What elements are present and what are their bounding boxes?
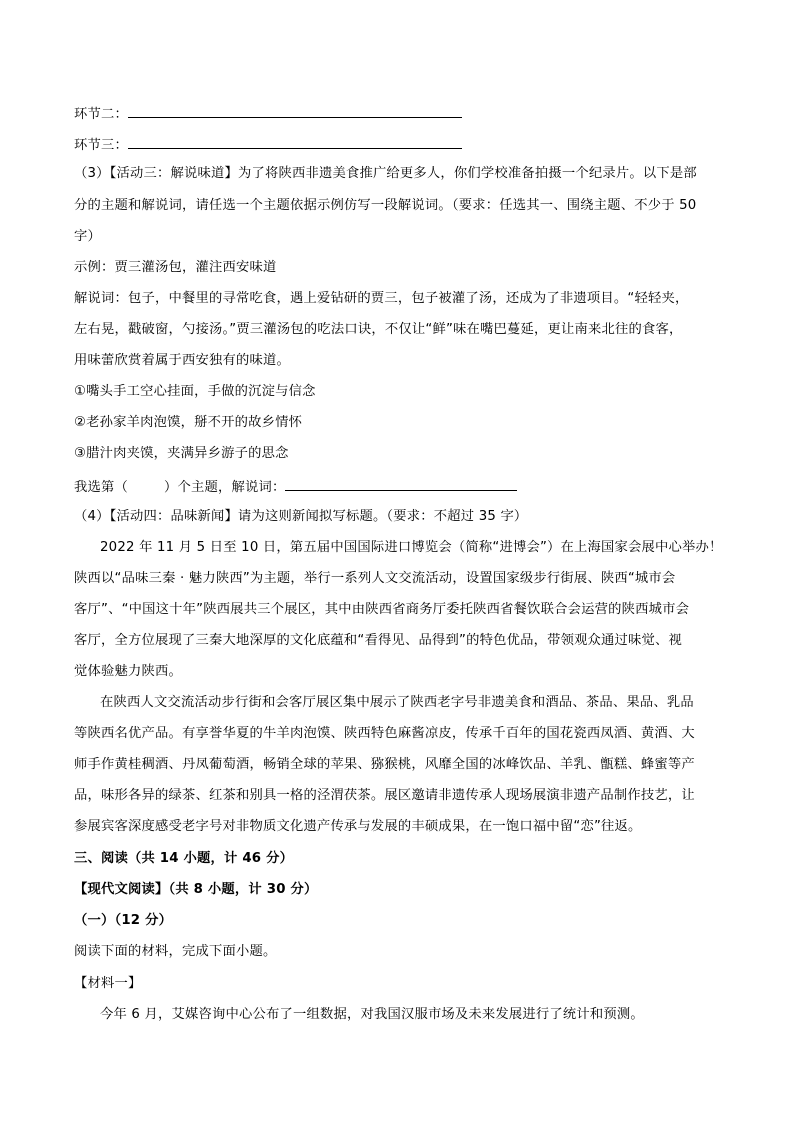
news-p1-line-2: 陕西以“品味三秦 · 魅力陕西”为主题，举行一系列人文交流活动，设置国家级步行街展、陕西“城市会 <box>74 571 676 586</box>
news-p2-line-5: 参展宾客深度感受老字号对非物质文化遗产传承与发展的丰硕成果，在一饱口福中留“恋”往返。 <box>74 819 642 834</box>
step3-answer-blank[interactable] <box>128 134 462 149</box>
theme-option-2: ②老孙家羊肉泡馍，掰不开的故乡情怀 <box>74 415 303 430</box>
commentary-answer-blank[interactable] <box>285 476 517 491</box>
explain-line-2: 左右晃，戳破窗，勺接汤。”贾三灌汤包的吃法口诀，不仅让“鲜”味在嘴巴蔓延，更让南来北往的食客， <box>74 322 683 337</box>
part1-heading: （一）（12 分） <box>74 913 173 928</box>
choose-theme-line <box>74 476 722 498</box>
activity3-text-3: 字） <box>74 229 101 244</box>
theme-option-3: ③腊汁肉夹馍，夹满异乡游子的思念 <box>74 446 289 461</box>
news-p2-line-1: 在陕西人文交流活动步行街和会客厅展区集中展示了陕西老字号非遗美食和酒品、茶品、果品、乳品 <box>100 695 694 710</box>
explain-line-3: 用味蕾欣赏着属于西安独有的味道。 <box>74 353 290 368</box>
news-p2-line-4: 品，味形各异的绿茶、红茶和别具一格的泾渭茯茶。展区邀请非遗传承人现场展演非遗产品制作技艺，让 <box>74 788 695 803</box>
step3-label: 环节三： <box>74 138 128 153</box>
material1-label: 【材料一】 <box>74 976 142 991</box>
modern-reading-heading: 【现代文阅读】（共 8 小题，计 30 分） <box>74 882 318 897</box>
step2-label: 环节二： <box>74 107 128 122</box>
choose-suffix: ）个主题，解说词： <box>164 480 286 495</box>
news-p1-line-5: 觉体验魅力陕西。 <box>74 664 182 679</box>
news-p2-line-2: 等陕西名优产品。有享誉华夏的牛羊肉泡馍、陕西特色麻酱凉皮，传承千百年的国花瓷西凤酒、黄酒、大 <box>74 726 695 741</box>
news-p1-line-1: 2022 年 11 月 5 日至 10 日，第五届中国国际进口博览会（简称“进博会”）在上海国家会展中心举办！ <box>100 540 723 555</box>
news-p1-line-4: 客厅，全方位展现了三秦大地深厚的文化底蕴和“看得见、品得到”的特色优品，带领观众通过味觉、视 <box>74 633 683 648</box>
step2-line <box>74 103 722 125</box>
example-title: 示例：贾三灌汤包，灌注西安味道 <box>74 260 277 275</box>
theme-option-1: ①嘴头手工空心挂面，手做的沉淀与信念 <box>74 384 316 399</box>
choose-prefix: 我选第（ <box>74 480 128 495</box>
activity3-text-2: 分的主题和解说词，请任选一个主题依据示例仿写一段解说词。（要求：任选其一、围绕主题、不少于 50 <box>74 198 697 213</box>
reading-instruction: 阅读下面的材料，完成下面小题。 <box>74 944 277 959</box>
step2-answer-blank[interactable] <box>128 103 462 118</box>
step3-line <box>74 134 722 156</box>
reading-section-heading: 三、阅读（共 14 小题，计 46 分） <box>74 851 294 866</box>
news-p1-line-3: 客厅”、“中国这十年”陕西展共三个展区，其中由陕西省商务厅委托陕西省餐饮联合会运营的陕西城市会 <box>74 602 690 617</box>
activity3-text-1: （3）【活动三：解说味道】为了将陕西非遗美食推广给更多人，你们学校准备拍摄一个纪录片。以下是部 <box>74 166 697 181</box>
activity4-title: （4）【活动四：品味新闻】请为这则新闻拟写标题。（要求：不超过 35 字） <box>74 509 528 524</box>
material1-text: 今年 6 月，艾媒咨询中心公布了一组数据，对我国汉服市场及未来发展进行了统计和预测。 <box>100 1007 644 1022</box>
news-p2-line-3: 师手作黄桂稠酒、丹凤葡萄酒，畅销全球的苹果、猕猴桃，风靡全国的冰峰饮品、羊乳、甑糕、蜂蜜等产 <box>74 757 695 772</box>
explain-line-1: 解说词：包子，中餐里的寻常吃食，遇上爱钻研的贾三，包子被灌了汤，还成为了非遗项目。“轻轻夹， <box>74 291 689 306</box>
